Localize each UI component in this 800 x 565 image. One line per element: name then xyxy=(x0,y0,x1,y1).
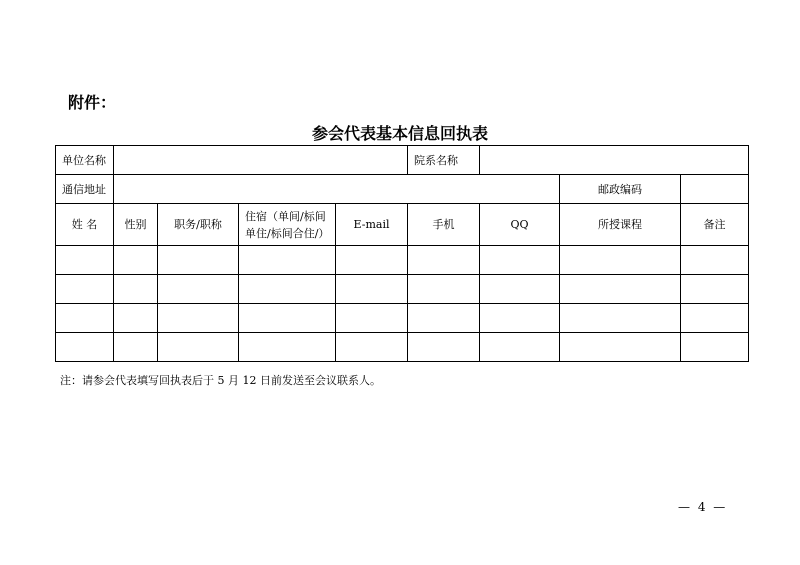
postcode-label: 邮政编码 xyxy=(560,175,681,204)
footnote: 注：请参会代表填写回执表后于 5 月 12 日前发送至会议联系人。 xyxy=(60,374,381,387)
unit-row xyxy=(56,146,749,175)
cell-accommodation[interactable] xyxy=(239,246,336,275)
cell-remarks[interactable] xyxy=(681,304,749,333)
attachment-label: 附件： xyxy=(68,93,117,112)
header-accommodation: 住宿（单间/标间单住/标间合住/） xyxy=(239,204,336,246)
registration-form-table xyxy=(55,145,749,362)
department-label: 院系名称 xyxy=(408,146,480,175)
cell-position[interactable] xyxy=(158,246,239,275)
cell-gender[interactable] xyxy=(114,304,158,333)
address-label: 通信地址 xyxy=(56,175,114,204)
cell-mobile[interactable] xyxy=(408,333,480,362)
cell-position[interactable] xyxy=(158,333,239,362)
cell-email[interactable] xyxy=(336,304,408,333)
header-position: 职务/职称 xyxy=(158,204,239,246)
cell-email[interactable] xyxy=(336,275,408,304)
table-row xyxy=(56,333,749,362)
cell-courses[interactable] xyxy=(560,275,681,304)
cell-remarks[interactable] xyxy=(681,333,749,362)
cell-accommodation[interactable] xyxy=(239,333,336,362)
address-field[interactable] xyxy=(114,175,560,204)
table-row xyxy=(56,304,749,333)
cell-mobile[interactable] xyxy=(408,304,480,333)
cell-email[interactable] xyxy=(336,246,408,275)
header-gender: 性别 xyxy=(114,204,158,246)
header-remarks: 备注 xyxy=(681,204,749,246)
column-header-row xyxy=(56,204,749,246)
address-row xyxy=(56,175,749,204)
cell-qq[interactable] xyxy=(480,246,560,275)
cell-courses[interactable] xyxy=(560,304,681,333)
cell-qq[interactable] xyxy=(480,275,560,304)
cell-remarks[interactable] xyxy=(681,246,749,275)
cell-name[interactable] xyxy=(56,246,114,275)
page-number: — 4 — xyxy=(678,500,728,514)
cell-qq[interactable] xyxy=(480,304,560,333)
cell-name[interactable] xyxy=(56,275,114,304)
cell-email[interactable] xyxy=(336,333,408,362)
cell-name[interactable] xyxy=(56,304,114,333)
table-row xyxy=(56,275,749,304)
cell-courses[interactable] xyxy=(560,333,681,362)
form-title: 参会代表基本信息回执表 xyxy=(311,124,488,143)
header-mobile: 手机 xyxy=(408,204,480,246)
header-courses: 所授课程 xyxy=(560,204,681,246)
cell-mobile[interactable] xyxy=(408,275,480,304)
cell-position[interactable] xyxy=(158,275,239,304)
postcode-field[interactable] xyxy=(681,175,749,204)
header-qq: QQ xyxy=(480,204,560,246)
table-row xyxy=(56,246,749,275)
cell-name[interactable] xyxy=(56,333,114,362)
cell-gender[interactable] xyxy=(114,246,158,275)
cell-remarks[interactable] xyxy=(681,275,749,304)
cell-gender[interactable] xyxy=(114,333,158,362)
cell-qq[interactable] xyxy=(480,333,560,362)
cell-accommodation[interactable] xyxy=(239,304,336,333)
cell-courses[interactable] xyxy=(560,246,681,275)
cell-mobile[interactable] xyxy=(408,246,480,275)
department-field[interactable] xyxy=(480,146,749,175)
header-email: E-mail xyxy=(336,204,408,246)
cell-accommodation[interactable] xyxy=(239,275,336,304)
unit-name-field[interactable] xyxy=(114,146,408,175)
unit-name-label: 单位名称 xyxy=(56,146,114,175)
header-name: 姓 名 xyxy=(56,204,114,246)
cell-gender[interactable] xyxy=(114,275,158,304)
cell-position[interactable] xyxy=(158,304,239,333)
